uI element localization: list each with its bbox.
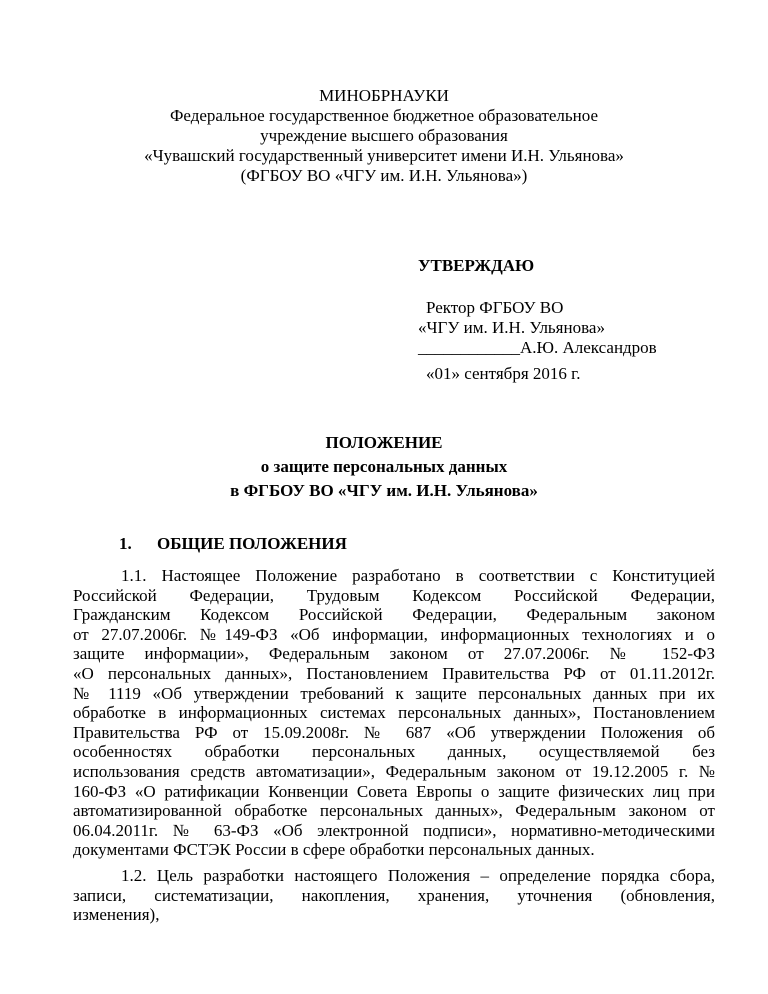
- paragraph-line: Гражданским Кодексом Российской Федерации, Федеральным законом: [73, 605, 715, 625]
- approver-position: Ректор ФГБОУ ВО: [426, 298, 564, 317]
- title-line-3: в ФГБОУ ВО «ЧГУ им. И.Н. Ульянова»: [230, 481, 538, 500]
- paragraph-line: Правительства РФ от 15.09.2008г. № 687 «Об утверждении Положения об: [73, 722, 715, 742]
- paragraph-line: от 27.07.2006г. №149-ФЗ «Об информации, информационных технологиях и о: [73, 624, 715, 644]
- section-number: 1.: [119, 534, 132, 553]
- title-line-2: о защите персональных данных: [260, 457, 508, 476]
- university-abbreviation: (ФГБОУ ВО «ЧГУ им. И.Н. Ульянова»): [240, 166, 528, 185]
- paragraph-1-1: [73, 566, 715, 860]
- paragraph-line: Российской Федерации, Трудовым Кодексом Российской Федерации,: [73, 585, 715, 605]
- paragraph-line: автоматизированной обработке персональных данных», Федеральным законом от: [73, 801, 715, 821]
- institution-type-line: Федеральное государственное бюджетное образовательное: [169, 106, 599, 125]
- title-line-1: ПОЛОЖЕНИЕ: [325, 433, 443, 452]
- paragraph-line: 1.2. Цель разработки настоящего Положения – определение порядка сбора,: [121, 866, 715, 885]
- organization-header: [0, 86, 768, 186]
- paragraph-line: использования средств автоматизации», Федеральным законом от 19.12.2005 г. №: [73, 761, 715, 781]
- paragraph-line: 06.04.2011г. № 63-ФЗ «Об электронной подписи», нормативно-методическими: [73, 820, 715, 840]
- approval-block: [418, 256, 657, 384]
- approver-organization: «ЧГУ им. И.Н. Ульянова»: [418, 318, 605, 337]
- section-heading: ОБЩИЕ ПОЛОЖЕНИЯ: [157, 534, 347, 553]
- paragraph-line: документами ФСТЭК России в сфере обработки персональных данных.: [73, 840, 595, 860]
- signature-line: ____________А.Ю. Александров: [418, 338, 657, 357]
- paragraph-line: защите информации», Федеральным законом от 27.07.2006г. № 152-ФЗ: [73, 644, 715, 664]
- paragraph-line: изменения),: [73, 905, 160, 925]
- document-title: [0, 431, 768, 503]
- approval-date: «01» сентября 2016 г.: [426, 364, 581, 383]
- paragraph-line: 1.1. Настоящее Положение разработано в соответствии с Конституцией: [121, 566, 715, 585]
- university-name: «Чувашский государственный университет имени И.Н. Ульянова»: [144, 146, 624, 165]
- paragraph-line: № 1119 «Об утверждении требований к защите персональных данных при их: [73, 683, 715, 703]
- ministry-name: МИНОБРНАУКИ: [319, 86, 449, 105]
- paragraph-1-2: [73, 866, 715, 925]
- paragraph-line: особенностях обработки персональных данных, осуществляемой без: [73, 742, 715, 762]
- paragraph-line: обработке в информационных системах персональных данных», Постановлением: [73, 703, 715, 723]
- approval-heading: УТВЕРЖДАЮ: [418, 256, 535, 275]
- paragraph-line: 160-ФЗ «О ратификации Конвенции Совета Европы о защите физических лиц при: [73, 781, 715, 801]
- institution-type-line-2: учреждение высшего образования: [260, 126, 508, 145]
- paragraph-line: «О персональных данных», Постановлением Правительства РФ от 01.11.2012г.: [73, 663, 715, 683]
- paragraph-line: записи, систематизации, накопления, хранения, уточнения (обновления,: [73, 885, 715, 905]
